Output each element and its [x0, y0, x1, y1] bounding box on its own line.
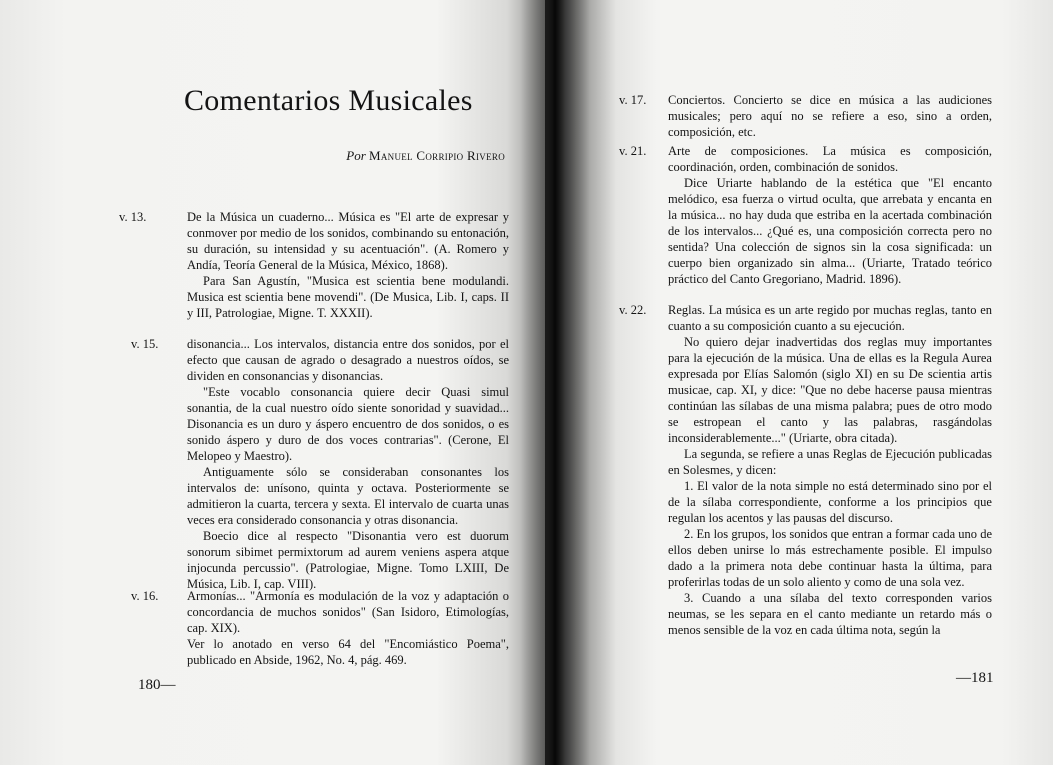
page-number: —181	[956, 670, 994, 686]
byline-prefix: Por	[346, 148, 366, 163]
note-paragraph: Ver lo anotado en verso 64 del "Encomiástico Poema", publicado en Abside, 1962, No. 4, pág. 469.	[187, 637, 509, 667]
verse-ref: v. 22.	[619, 303, 647, 317]
verse-ref: v. 16.	[131, 589, 159, 603]
note-paragraph: Arte de composiciones. La música es composición, coordinación, orden, combinación de sonidos.	[668, 144, 992, 174]
note-paragraph: La segunda, se refiere a unas Reglas de Ejecución publicadas en Solesmes, y dicen:	[668, 447, 992, 477]
verse-ref: v. 17.	[619, 93, 647, 107]
note-paragraph: 3. Cuando a una sílaba del texto corresponden varios neumas, se les separa en el canto mediante un retardo más o menos sensible de la voz en cada última nota, según la	[668, 591, 992, 637]
note-paragraph: Para San Agustín, "Musica est scientia bene modulandi. Musica est scientia bene movendi". (De Musica, Lib. I, caps. II y III, Patrologiae, Migne. T. XXXII).	[187, 274, 509, 320]
note-paragraph: 2. En los grupos, los sonidos que entran a formar cada uno de ellos deben unirse lo más estrechamente posible. El impulso dado a la primera nota debe continuar hasta la última, para proferirlas todas de un solo aliento y como de una sola vez.	[668, 527, 992, 589]
book-gutter	[520, 0, 590, 765]
note-paragraph: Conciertos. Concierto se dice en música a las audiciones musicales; pero aquí no se refiere a eso, sino a orden, composición, etc.	[668, 93, 992, 139]
note-entry	[668, 92, 992, 140]
note-entry	[668, 302, 992, 638]
note-paragraph: 1. El valor de la nota simple no está determinado sino por el de la sílaba correspondiente, conforme a los principios que regulan los acentos y las pausas del discurso.	[668, 479, 992, 525]
note-paragraph: Reglas. La música es un arte regido por muchas reglas, tanto en cuanto a su composición cuanto a su ejecución.	[668, 303, 992, 333]
byline-author: Manuel Corripio Rivero	[369, 148, 505, 163]
note-paragraph: No quiero dejar inadvertidas dos reglas muy importantes para la ejecución de la música. Una de ellas es la Regula Aurea expresada por Elías Salomón (siglo XI) en su De scientia artis musicae, cap. XI, y dice: "Que no debe hacerse pausa mientras continúan las sílabas de una misma palabra; pues de otro modo se estropean el canto y las palabras, rasgándolas inconsiderablemente..." (Uriarte, obra citada).	[668, 335, 992, 445]
note-entry	[187, 588, 509, 668]
note-paragraph: disonancia... Los intervalos, distancia entre dos sonidos, por el efecto que causan de agrado o desagrado a nuestros oídos, se dividen en consonancias y disonancias.	[187, 337, 509, 383]
note-paragraph: Boecio dice al respecto "Disonantia vero est duorum sonorum sibimet permixtorum ad aurem veniens aspera atque injocunda percussio". (Patrologiae, Migne. Tomo LXIII, De Música, Lib. I, cap. VIII).	[187, 529, 509, 591]
note-entry	[668, 143, 992, 287]
verse-ref: v. 15.	[131, 337, 159, 351]
note-entry	[187, 336, 509, 592]
article-title: Comentarios Musicales	[184, 84, 473, 117]
note-entry	[187, 209, 509, 321]
verse-ref: v. 13.	[119, 210, 147, 224]
note-paragraph: De la Música un cuaderno... Música es "El arte de expresar y conmover por medio de los sonidos, combinando su entonación, su duración, su intensidad y su acentuación". (A. Romero y Andía, Teoría General de la Música, México, 1868).	[187, 210, 509, 272]
note-paragraph: "Este vocablo consonancia quiere decir Quasi simul sonantia, de la cual nuestro oído siente sonoridad y suavidad... Disonancia es un duro y áspero encuentro de dos sonidos, o es sonido áspero y duro de dos voces contrarias". (Cerone, El Melopeo y Maestro).	[187, 385, 509, 463]
byline	[346, 148, 505, 164]
note-paragraph: Armonías... "Armonía es modulación de la voz y adaptación o concordancia de muchos sonidos" (San Isidoro, Etimologías, cap. XIX).	[187, 589, 509, 635]
note-paragraph: Antiguamente sólo se consideraban consonantes los intervalos de: unísono, quinta y octava. Posteriormente se admitieron la cuarta, tercera y sexta. El intervalo de cuarta unas veces era considerado consonancia y otras disonancia.	[187, 465, 509, 527]
page-number: 180—	[138, 677, 176, 693]
verse-ref: v. 21.	[619, 144, 647, 158]
note-paragraph: Dice Uriarte hablando de la estética que "El encanto melódico, esa fuerza o virtud oculta, que arrebata y encanta en la música... no hay duda que estriba en la acertada combinación de los intervalos... ¿Qué es, una composición correcta pero no sentida? Una colección de signos sin la cosa significada: un cuerpo bien organizado sin alma... (Uriarte, Tratado teórico práctico del Canto Gregoriano, Madrid. 1896).	[668, 176, 992, 286]
